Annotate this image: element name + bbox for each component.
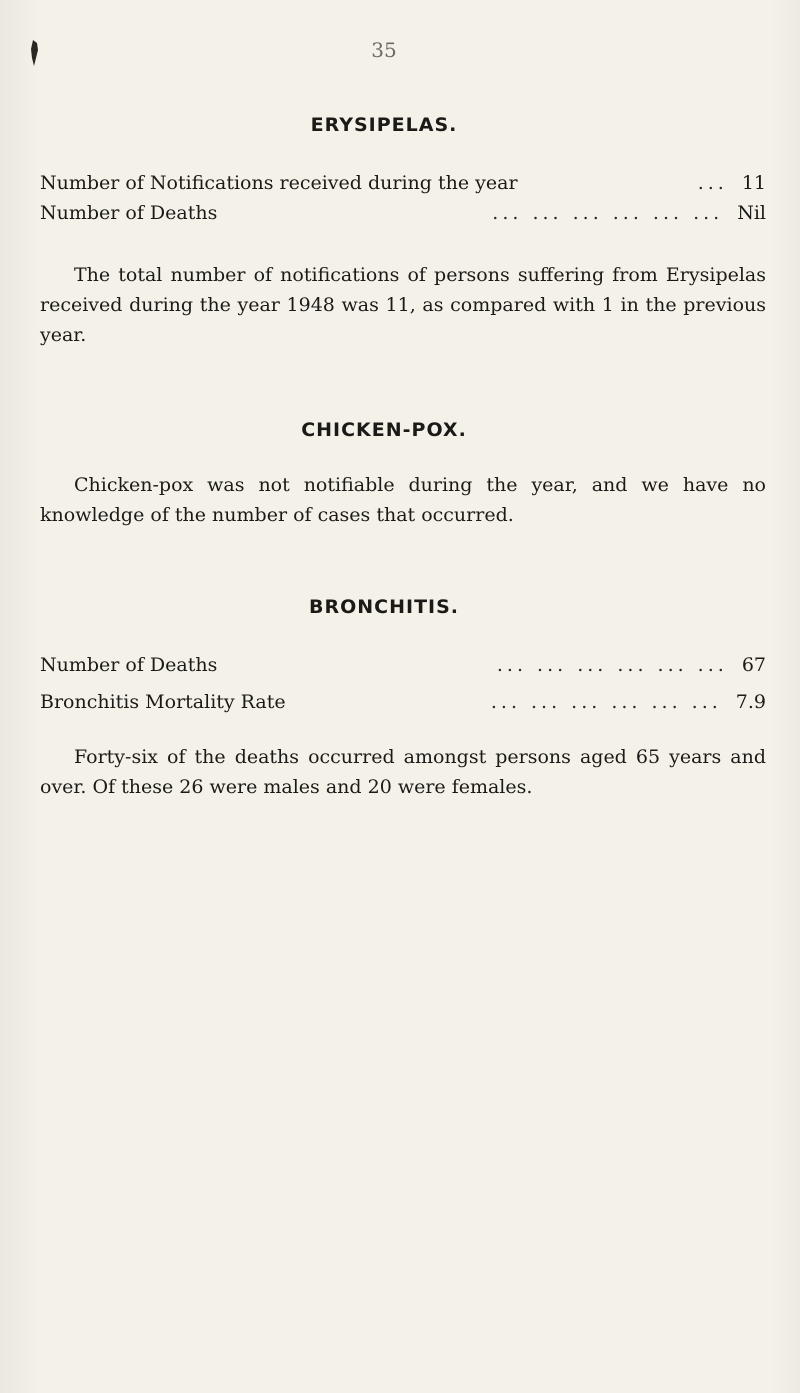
bronchitis-heading: BRONCHITIS. <box>308 596 459 618</box>
chicken-pox-paragraph: Chicken-pox was not notifiable during the year, and we have no knowledge of the number of cases that occurred. <box>40 474 766 526</box>
dot-leader: ... ... ... ... ... ... <box>492 202 724 224</box>
erysipelas-heading: ERYSIPELAS. <box>310 114 458 136</box>
bronchitis-mortality-rate-row <box>40 687 766 717</box>
row-label: Bronchitis Mortality Rate <box>40 691 286 713</box>
bronchitis-paragraph: Forty-six of the deaths occurred amongst persons aged 65 years and over. Of these 26 were males and 20 were females. <box>40 746 766 798</box>
row-value: 67 <box>741 654 766 676</box>
dot-leader: ... ... ... ... ... ... <box>496 654 728 676</box>
row-label: Number of Deaths <box>40 654 218 676</box>
row-value: 11 <box>741 172 766 194</box>
bronchitis-deaths-row <box>40 650 766 680</box>
erysipelas-deaths-row <box>40 198 766 228</box>
row-value: Nil <box>737 202 766 224</box>
erysipelas-paragraph: The total number of notifications of persons suffering from Erysipelas received during the year 1948 was 11, as compared with 1 in the previous year. <box>40 264 766 346</box>
row-label: Number of Notifications received during the year <box>40 172 518 194</box>
erysipelas-notifications-row <box>40 168 766 198</box>
page-number: 35 <box>371 38 397 62</box>
dot-leader: ... <box>697 172 728 194</box>
row-label: Number of Deaths <box>40 202 218 224</box>
chicken-pox-heading: CHICKEN-POX. <box>301 419 467 441</box>
dot-leader: ... ... ... ... ... ... <box>490 691 722 713</box>
row-value: 7.9 <box>735 691 766 713</box>
ink-mark-icon <box>30 40 39 66</box>
